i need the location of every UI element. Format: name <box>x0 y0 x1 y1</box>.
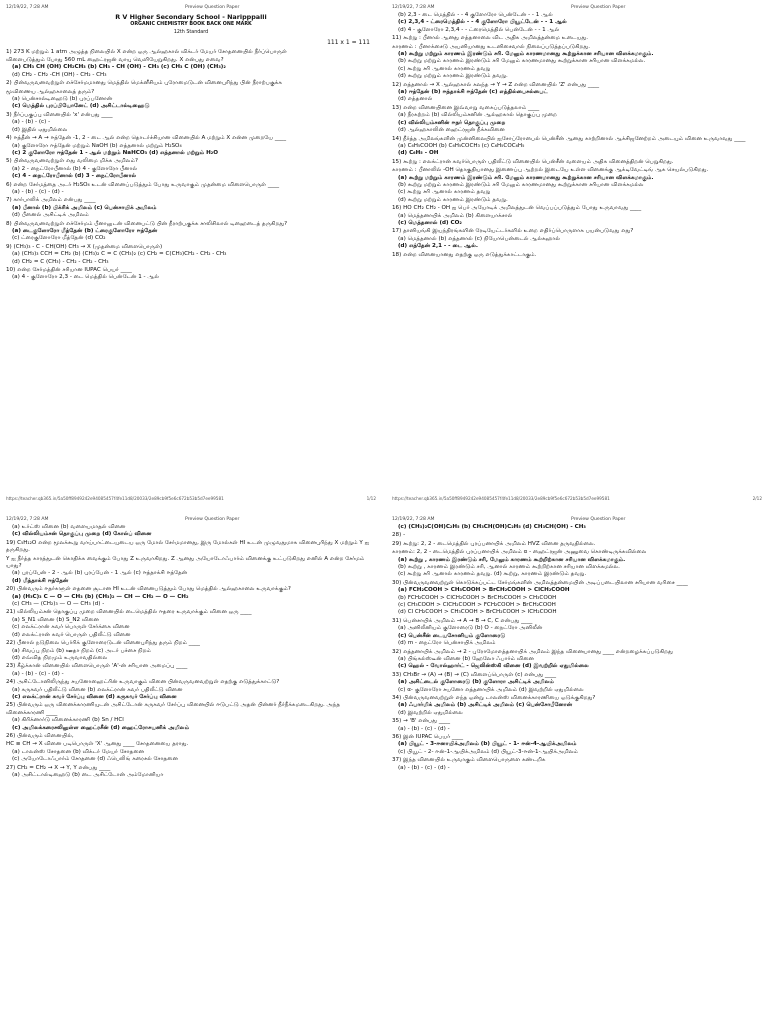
option: (d) கூற்று மற்றும் காரணம் இரண்டும் தவறு. <box>398 73 508 80</box>
question-text: 33) CH₃Br → (A) → (B) → (C) விளைப்பொருள் (c) என்பது ____ <box>392 671 557 678</box>
option: (d) ஆல்ஹகாலின் ஹைட்ரஜன் நீக்கவினை <box>398 127 505 134</box>
option: (a) மெத்தனாயிக் அமிலம் (b) கிளையாக்சால் <box>398 212 513 219</box>
question-text: Y ஐ நீர்த்த காரத்துடன் கொதிக்க வைக்கும் போது Z உருவாகிறது. Z ஆனது அயோடோஃபார்ம் வினைக்கு உட்படுகிறது எனில் A என்ற சேர்மம் யாது? <box>6 555 365 570</box>
option: (a) பிங்கல்ஸ்டீன் வினை (b) ஹேலோ ஃபார்ம் வினை <box>398 655 534 662</box>
page-header <box>6 4 376 12</box>
header-title: Preview Question Paper <box>571 517 626 522</box>
question-text: 22) பீனால் நடுநிலை பெர்ரிக் குளோரைடுடன் வினைபுரிந்து தரும் நிறம் ____ <box>6 640 200 647</box>
question-list <box>6 524 376 779</box>
option: (a) அசிட்டால்டிஹைடு (b) டை அசிட்டோன் அம்மோனியா <box>12 772 164 778</box>
page-2 <box>392 4 762 504</box>
question-text: 5) பின்வருவனவற்றுள் எது வலிமை மிக்க அமிலம்? <box>6 158 138 165</box>
question-text: 1) 273 K மற்றும் 1 atm அழுத்த நிலையில் X என்ற ஒரு ஆல்ஹகால் விக்டர் மேயர் சோதனையில் நீர்ப்பொருள் <box>6 48 287 55</box>
question-text: 6) என்ற சேர்மத்தை அடர் H₂SO₄ உடன் வினைப்படுத்தும் போது உருவாகும் முதன்மை விளைபொருள் ____ <box>6 181 280 188</box>
option: (a) மெத்தனால் (b) எத்தனால் (c) நியோபென்டைல் ஆல்கஹால் <box>398 235 560 242</box>
footer-url[interactable]: https://teacher.qb365.in/5a50ff8949242e94085457f4fe11d8/20033/2e89cb9f5e6c672b53b5d7ee99581 <box>392 495 610 501</box>
option: (b) கூற்று மற்றும் காரணம் இரண்டும் சரி மேலும் காரணமானது கூற்றுக்கான சரியான விளக்கமல்ல. <box>398 58 646 65</box>
page-4 <box>392 516 762 1016</box>
correct-option: (a) பீனால் (b) பிக்ரிக் அமிலம் (c) பென்சாயிக் அமிலம் <box>12 204 157 211</box>
paper-subtitle: ORGANIC CHEMISTRY BOOK BACK ONE MARK <box>130 22 252 28</box>
header-title: Preview Question Paper <box>185 5 240 10</box>
question-text: 34) பின்வருவனவற்றுள் எந்த ஒன்று டாலன்ஸ் வினைக்காரணியை ஒடுக்குகிறது? <box>392 694 596 701</box>
header-title: Preview Question Paper <box>571 5 626 10</box>
option: (a) பென்சால்டிஹைடு (b) புரப்பனோன் <box>12 96 113 103</box>
header-date: 12/19/22, 7:28 AM <box>6 517 49 522</box>
option: (a) டாலன்ஸ் சோதனை (b) விக்டர் மேயர் சோதனை <box>12 748 145 755</box>
question-text: 28) - <box>392 532 406 539</box>
option: (d) Cl CH₂COOH > CH₃COOH > BrCH₂COOH > ICH₂COOH <box>398 609 557 616</box>
option: (c) கூற்று சரி ஆனால் காரணம் தவறு <box>398 65 491 72</box>
question-text: HC ≡ CH → X வினை படிபொருள் 'X' ஆனது ____ சோதனையை தராது. <box>6 741 189 748</box>
option: (b) FCH₂COOH > ClCH₂COOH > BrCH₂COOH > CH₃COOH <box>398 594 557 601</box>
correct-option: (d) எத்தேன் 2,1 - - டை ஆல். <box>398 243 478 250</box>
option: (d) இதில் ஏதுமில்லை <box>12 126 68 133</box>
correct-option: (a) CH₃ CH (OH) CH₂CH₃ (b) CH₃ - CH (OH) - CH₃ (c) CH₃ C (OH) (CH₃)₂ <box>12 64 226 71</box>
option: (c) கூற்று சரி ஆனால் காரணம் தவறு. (d) கூற்று, காரணம் இரண்டும் தவறு. <box>398 571 587 578</box>
correct-option: (c) மெத்தில் புரப்பியோனேட் (d) அசிட்டால்டிஹைடு <box>12 103 150 110</box>
page-header <box>6 516 376 524</box>
option: (b) 2,3 - டை மெத்தில் - - 4 குளோரோ பென்டேன் - - 1 ஆல் <box>398 12 553 18</box>
correct-option: (d) C₆H₅ - OH <box>398 150 439 157</box>
option: (a) அனிலீனியம் குளோரைடு (b) O - நைட்ரோ அனிலீன் <box>398 625 543 632</box>
correct-option: (a) கூற்று மற்றும் காரணம் இரண்டும் சரி. மேலும் காரணமானது கூற்றுக்கான சரியான விளக்கமாகும். <box>398 174 654 181</box>
option: (a) சிவப்பு நிறம் (b) ஊதா நிறம் (c) அடர் பச்சை நிறம் <box>12 647 151 654</box>
question-text: 27) CH₂ = CH₂ → X → Y, Y என்பது ____ <box>6 764 111 771</box>
option: (d) பீனைல் அசிட்டிக் அமிலம் <box>12 212 89 219</box>
option: (d) 4 - குளோரோ 2,3,4 - - ட்ரைமெத்தில் பென்டேன் - - 1 ஆல் <box>398 26 560 33</box>
correct-option: (c) பென்சீன் டையசோனியம் குளோரைடு <box>398 632 506 639</box>
option: (c) பியூட் - 2- ஈன்-1-ஆயிக்அமிலம் (d) பியூட்-3-ஈன்-1-ஆயிக்அமிலம் <box>398 748 578 755</box>
correct-option: (a) கூற்று , காரணம் இரண்டும் சரி, மேலும் காரணம் கூற்றிற்கான சரியான விளக்கமாகும். <box>398 556 626 563</box>
question-list <box>392 524 762 772</box>
footer-url[interactable]: https://teacher.qb365.in/5a50ff8949242e94085457f4fe11d8/20033/2e89cb9f5e6c672b53b5d7ee99581 <box>6 495 224 501</box>
option: (a) கருகவர் பதிலீட்டு வினை (b) எலக்ட்ரான் கவர் பதிலீட்டு வினை <box>12 686 183 693</box>
page-3 <box>6 516 376 1016</box>
option: (d) எலக்ட்ரான் கவர் பொருள் பதிலீட்டு வினை <box>12 631 131 638</box>
question-text: 20) பின்வரும் ஈதர்களுள் எதனை சூடான HI உடன் வினைபடுத்தும் போது மெத்தில் ஆல்ஹகாலை உருவாக்கும்? <box>6 586 291 593</box>
question-text: 13) என்ற வினையினை இவ்வாறு வகைப்படுத்தலாம் ____ <box>392 104 540 111</box>
correct-option: (c) 2 குளோரோ ஈத்தேன் 1 - ஆல் மற்றும் NaHCO₃ (d) எத்தனால் மற்றும் H₂O <box>12 149 218 156</box>
question-list <box>392 12 762 259</box>
question-text: 7) கார்பாலிக் அமிலம் என்பது ____ <box>6 197 96 204</box>
option: (a) - (b) - (c) - (d) - <box>12 188 64 195</box>
correct-option: (c) வில்லியம்சனின் ஈதர் தொகுப்பு முறை <box>398 119 506 126</box>
question-text: 16) HO CH₂ CH₂ - OH ஐ பெர் அயோடிக் அமிலத்துடன் வெப்பப்படுத்தும் போது உருவாவது ____ <box>392 205 642 212</box>
question-text: 37) இந்த வினையில் உருவாகும் விளைபொருளை கண்டறிக <box>392 757 546 764</box>
question-text: காரணம்: 2, 2 - டைமெத்தில் புரப்பனாயிக் அமிலம் α - ஹைட்ரஜன் அணுவை கொண்டிருக்கவில்லை <box>392 549 647 556</box>
question-text: காரணம் : பீனாலில் -OH தொகுதியானது இணைப்பு ஆற்றல் இடையே உள்ள வினைக்கு ஆக்டிவேட்டிங் ஆக செயல்படுகிறது. <box>392 167 709 174</box>
option: (a) கிரிக்னார்டு வினைக்காரணி (b) Sn / HCl <box>12 717 124 724</box>
option: (d) எத்தனால் <box>398 96 433 103</box>
question-text: 9) (CH₃)₃ - C - CH(OH) CH₃ → X (முதன்மை விளைபொருள்) <box>6 243 163 250</box>
question-text: 18) என்ற வினையானது எதற்கு ஒரு எடுத்துக்காட்டாகும். <box>392 251 537 258</box>
question-text: 4) ஈத்தீன் → A → ஈத்தேன் -1, 2 - டை ஆல் என்ற தொடர்ச்சியான வினையில் A மற்றும் X என்ன முறையே ____ <box>6 135 287 142</box>
page-footer <box>392 495 762 502</box>
option: (c) CH₃ — (CH₂)₃ — O — CH₃ (d) - <box>12 601 105 608</box>
question-text: 31) பென்சாயிக் அமிலம் → A → B → C, C என்பது ____ <box>392 617 533 624</box>
question-text: 8) பின்வருவனவற்றுள் எச்சேர்மம் பீனாலுடன் வினைபட்டு பின் நீராற்பகுக்க சாலிசிலால் டிஹைடைத் தருகிறது? <box>6 220 288 227</box>
option: (d) இவற்றில் ஏதுமில்லை <box>398 709 463 716</box>
option: (a) - (b) - (c) - (d) - <box>12 670 64 677</box>
page-number: 1/12 <box>366 495 376 501</box>
correct-option: (d) மீத்தாக்சி ஈத்தேன் <box>12 577 69 584</box>
option: (a) புரப்பேன் - 2 - ஆல் (b) புரப்பேன் - 1 ஆல் (c) ஈத்தாக்சி ஈத்தேன் <box>12 570 188 577</box>
question-text: 21) வில்லியம்சன் தொகுப்பு முறை வினையில் டைமெத்தில் ஈதரை உருவாக்கும் வினை ஒரு ____ <box>6 609 252 616</box>
question-text: 29) கூற்று: 2, 2 - டைமெத்தில் புரப்பனாயிக் அமிலம் HVZ வினை தருவதில்லை. <box>392 540 596 547</box>
correct-option: (c) அமிலக்கரைசலிலுள்ள ஹைட்ரசீன் (d) ஹைட்ரோசயனிக் அமிலம் <box>12 724 190 731</box>
question-text: மூவிணைய ஆல்ஹகாலைத் தரும்? <box>6 88 95 95</box>
correct-option: (a) பியூட் - 3-ஈனாயிக்அமிலம் (b) பியூட் - 1- ஈன்-4-ஆயிக்அமிலம் <box>398 741 577 748</box>
question-text: 15) கூற்று : எலக்ட்ரான் கவர்பொருள் பதிலீட்டு வினையில் பென்சீன் வளையம் அதிக வினைத்திறன் பெறுகிறது. <box>392 158 674 165</box>
correct-option: (c) 2,3,4 - ட்ரைமெத்தில் - - 4 குளோரோ பியூட்டேன் - - 1 ஆல் <box>398 19 567 26</box>
option: (c) ட்ரைகுளோரோ மீத்தேன் (d) CO₂ <box>12 235 106 242</box>
option: (c) எலக்ட்ரான் கவர் பொருள் சேர்க்கை வினை <box>12 624 130 631</box>
option: (c) கூற்று சரி ஆனால் காரணம் தவறு <box>398 189 491 196</box>
correct-option: (a) ஃபார்மிக் அமிலம் (b) அசிட்டிக் அமிலம் (c) பென்சோபீனோன் <box>398 702 573 709</box>
page-1 <box>6 4 376 504</box>
option: (a) நீரகற்றம் (b) வில்லியம்சனின் ஆல்ஹகால் தொகுப்பு முறை <box>398 112 557 119</box>
correct-option: (c) (CH₃)₂C(OH)C₂H₅ (b) CH₃CH(OH)C₂H₅ (d) CH₃CH(OH) - CH₃ <box>398 524 586 530</box>
page-footer <box>6 495 376 502</box>
school-name: R V Higher Secondary School - Naripppalli <box>115 13 267 21</box>
option: (a) உர்ட்ஸ் வினை (b) வளையமாதல் வினை <box>12 524 126 530</box>
total-marks: 111 x 1 = 111 <box>327 39 370 47</box>
option: (a) 4 - குளோரோ 2,3 - டை மெத்தில் பென்டேன் 1 - ஆல் <box>12 274 160 281</box>
option: (a) (CH₃)₃ CCH = CH₂ (b) (CH₃)₂ C = C (CH₃)₂ (c) CH₂ = C(CH₃)CH₂ - CH₂ - CH₃ <box>12 251 227 258</box>
correct-option: (a) அசிட்டைல் குளோரைடு (b) குளோரா அசிட்டிக் அமிலம் <box>398 679 554 686</box>
header-date: 12/19/22, 7:28 AM <box>392 517 435 522</box>
option: (a) 2 - நைட்ரோபீனால் (b) 4 - குளோரோ பீனால் <box>12 165 138 172</box>
header-date: 12/19/22, 7:28 AM <box>6 5 49 10</box>
question-text: 25) பின்வரும் ஒரு வினைக்காரணியுடன் அசிட்டோன் கருகவர் சேர்ப்பு வினையில் ஈடுபட்டு அதன் பின்னர் நீர்நீக்கமடைகிறது. அந்த வினைக்காரணி ____ <box>6 702 340 716</box>
correct-option: (c) வில்லியம்சன் தொகுப்பு முறை (d) கோல்ப் வினை <box>12 531 152 538</box>
page-number: 2/12 <box>752 495 762 501</box>
option: (a) குளோரோ ஈத்தேன் மற்றும் NaOH (b) எத்தனால் மற்றும் H₂SO₄ <box>12 142 182 149</box>
question-text: 10) என்ற சேர்மத்தின் சரியான IUPAC பெயர் ____ <box>6 267 132 273</box>
question-text: 11) கூற்று : பீனால் ஆனது எத்தனாலை விட அதிக அமிலத்தன்மை உடையது. <box>392 35 589 42</box>
question-text: 3) நீர்ப்பகுப்பு வினையில் 'x' என்பது ____ <box>6 111 113 118</box>
correct-option: (a) FCH₂COOH > CH₃COOH > BrCH₂COOH > ClCH₂COOH <box>398 587 570 594</box>
question-text: 30) பின்வருவனவற்றுள் கொடுக்கப்பட்ட சேர்மங்களின் அமிலத்தன்மையின் அடிப்படையிலான சரியான வரிசை ____ <box>392 579 688 586</box>
option: (b) கூற்று மற்றும் காரணம் இரண்டும் சரி மேலும் காரணமானது கூற்றுக்கான சரியான விளக்கமல்ல <box>398 181 644 188</box>
correct-option: (a) ஈத்தேன் (b) ஈத்தாக்சி ஈத்தேன் (c) எத்தில்பைசல்பைட் <box>398 89 548 96</box>
question-text: 12) எத்தனால் → X ஆல்ஹகால் கலந்த → Y → Z என்ற வினையில் 'Z' என்பது ____ <box>392 81 600 88</box>
question-text: விளைபடுத்தும் போது 560 mL ஹைட்ரஜன் வாயு வெளியேறுகிறது. X என்பது எவை? <box>6 57 224 64</box>
correct-option: (c) மெத்தனால் (d) CO₂ <box>398 219 462 226</box>
correct-option: (c) ஹெல் - வோல்ஹார்ட் - ஜெலின்ஸ்கி வினை (d) இவற்றில் ஏதுமில்லை <box>398 663 589 670</box>
option: (d) கூற்று மற்றும் காரணம் இரண்டும் தவறு. <box>398 196 508 203</box>
option: (a) S_N1 வினை (b) S_N2 வினை <box>12 616 99 623</box>
page-header <box>392 516 762 524</box>
option: (d) எவ்வித நிறமும் உருவாவதில்லை <box>12 654 108 661</box>
option: (d) m - நைட்ரோ பென்சாயிக் அமிலம் <box>398 640 496 647</box>
header-date: 12/19/22, 7:28 AM <box>392 5 435 10</box>
page-header <box>392 4 762 12</box>
option: (c) α- குளோரோ சயனோ எத்தனாயிக் அமிலம் (d) இவற்றில் ஏதுமில்லை <box>398 686 584 693</box>
correct-option: (c) 4 - நைட்ரோபீனால் (d) 3 - நைட்ரோபீனால் <box>12 173 137 180</box>
option: (d) CH₂ - CH₂ -CH (OH) - CH₂ - CH₃ <box>12 71 107 78</box>
option: (a) - (b) - (c) - (d) - <box>398 764 450 771</box>
question-text: 24) அசிட்டோனிலிருந்து சயனோஹைட்ரின் உருவாகும் வினை பின்வருவனவற்றுள் எதற்கு எடுத்துக்காட்டு? <box>6 679 280 686</box>
option: (a) - (b) - (c) - <box>12 119 51 126</box>
question-text: 19) C₅H₁₂O என்ற மூலக்கூறு வாய்பாட்டையுடைய ஒரு மோல் சேர்மமானது, இரு மோல்கள் HI உடன் முழுவதுமாக வினைபுரிந்து X மற்றும் Y ஐ தருகிறது. <box>6 539 370 554</box>
question-list <box>6 49 376 282</box>
option: (c) CH₃COOH > ClCH₂COOH > FCH₂COOH > BrCH₂COOH <box>398 602 556 609</box>
question-text: காரணம் : பீனாக்சைடு அயனியானது உடனிசைவால் நிலைப்படுத்தப்படுகிறது. <box>392 43 590 50</box>
option: (c) அயோடோஃபார்ம் சோதனை (d) ஃபெலிங் கரைசல் சோதனை <box>12 756 178 763</box>
question-text: 35) → 'B' என்பது ____ <box>392 718 451 725</box>
standard: 12th Standard <box>173 29 209 35</box>
question-text: 2) பின்வருவனவற்றுள் எச்சேர்மமானது மெத்தில் மெக்னீசியம் புரோமைடுடன் வினைபுரிந்து பின் நீராற்பகுக்க <box>6 80 282 87</box>
correct-option: (c) எலக்ட்ரான் கவர் சேர்ப்பு வினை (d) கருகவர் சேர்ப்பு வினை <box>12 693 177 700</box>
header-title: Preview Question Paper <box>185 517 240 522</box>
question-text: 23) கீழ்க்கான் வினையில் விளைபொருள் 'A'-ன் சரியான அமைப்பு ____ <box>6 663 188 670</box>
question-text: 26) பின்வரும் வினையில், <box>6 732 74 739</box>
option: (b) கூற்று , காரணம் இரண்டும் சரி, ஆனால் காரணம் கூற்றிற்கான சரியான விளக்கமல்ல. <box>398 564 620 571</box>
option: (a) C₆H₅COOH (b) C₆H₅COCH₃ (c) C₆H₅COC₆H₅ <box>398 142 525 149</box>
question-text: 32) எத்தனாயிக் அமிலம் → 2 - புரோமோஎத்தனாயிக் அமிலம் இந்த வினையானது ____ என்றழைக்கப்படுகிறது <box>392 648 673 655</box>
option: (d) CH₂ = C (CH₃) - CH₂ - CH₂ - CH₃ <box>12 258 109 265</box>
correct-option: (a) கூற்று மற்றும் காரணம் இரண்டும் சரி. மேலும் காரணமானது கூற்றுக்கான சரியான விளக்கமாகும். <box>398 51 654 58</box>
option: (a) - (b) - (c) - (d) - <box>398 725 450 732</box>
question-text: 36) இன் IUPAC பெயர் ____ <box>392 733 464 740</box>
question-text: 17) தானியங்கி இயந்திரங்களின் ரேடியேட்டர்களில் உறை எதிர்ப்பொருளாக பயன்படுவது எது? <box>392 228 634 235</box>
correct-option: (a) (H₃C)₃ C — O — CH₃ (b) (CH₃)₂ — CH — CH₂ — O — CH₂ <box>12 593 189 600</box>
correct-option: (a) டைகுளோரோ மீத்தேன் (b) ட்ரைகுளோரோ ஈத்தேன் <box>12 227 158 234</box>
question-text: 14) நீர்த்த அமிலங்களின் முன்னிலையில் ஐசோப்ரோபைல் பென்சீன் ஆனது காற்றினால் ஆக்சிஜனேற்றம் அடையும் வினை உருவாவது ____ <box>392 135 746 142</box>
